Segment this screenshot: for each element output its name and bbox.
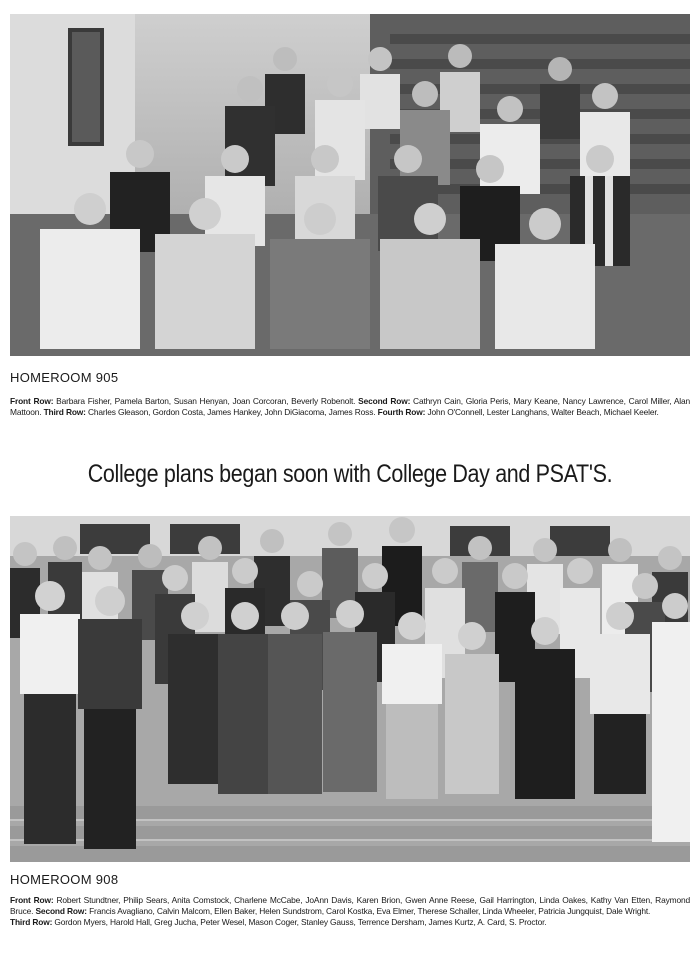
second-row-names: Cathryn Cain, Gloria Peris, Mary Keane, Nancy Lawrence, Carol Miller, Alan Mattoon. (10, 396, 690, 417)
homeroom-905-photo (10, 14, 690, 356)
front-row-names: Robert Stundtner, Philip Sears, Anita Comstock, Charlene McCabe, JoAnn Davis, Karen Brion, Gwen Anne Reese, Gail Harrington, Linda Oakes, Kathy Van Etten, Raymond Bruce. (10, 895, 690, 916)
front-row-label: Front Row: (10, 396, 54, 406)
headline: College plans began soon with College Day and PSAT'S. (87, 460, 613, 488)
third-row-names: Charles Gleason, Gordon Costa, James Hankey, John DiGiacoma, James Ross. (88, 407, 376, 417)
front-row-names: Barbara Fisher, Pamela Barton, Susan Henyan, Joan Corcoran, Beverly Robenolt. (56, 396, 356, 406)
third-row-label: Third Row: (43, 407, 86, 417)
fourth-row-label: Fourth Row: (377, 407, 426, 417)
fourth-row-names: John O'Connell, Lester Langhans, Walter Beach, Michael Keeler. (427, 407, 659, 417)
third-row-names: Gordon Myers, Harold Hall, Greg Jucha, Peter Wesel, Mason Coger, Stanley Gauss, Terrence Dersham, James Kurtz, A. Card, S. Proctor. (54, 917, 547, 927)
third-row-label: Third Row: (10, 917, 53, 927)
second-row-names: Francis Avagliano, Calvin Malcom, Ellen Baker, Helen Sundstrom, Carol Kostka, Eva Elmer, Therese Schaller, Linda Wheeler, Patricia Jungquist, Dale Wright. (89, 906, 651, 916)
front-row-label: Front Row: (10, 895, 54, 905)
homeroom-908-photo (10, 516, 690, 862)
second-row-label: Second Row: (358, 396, 411, 406)
homeroom-908-title: HOMEROOM 908 (10, 872, 119, 887)
homeroom-905-title: HOMEROOM 905 (10, 370, 119, 385)
homeroom-908-caption (10, 895, 690, 928)
second-row-label: Second Row: (35, 906, 87, 916)
homeroom-905-caption (10, 396, 690, 418)
